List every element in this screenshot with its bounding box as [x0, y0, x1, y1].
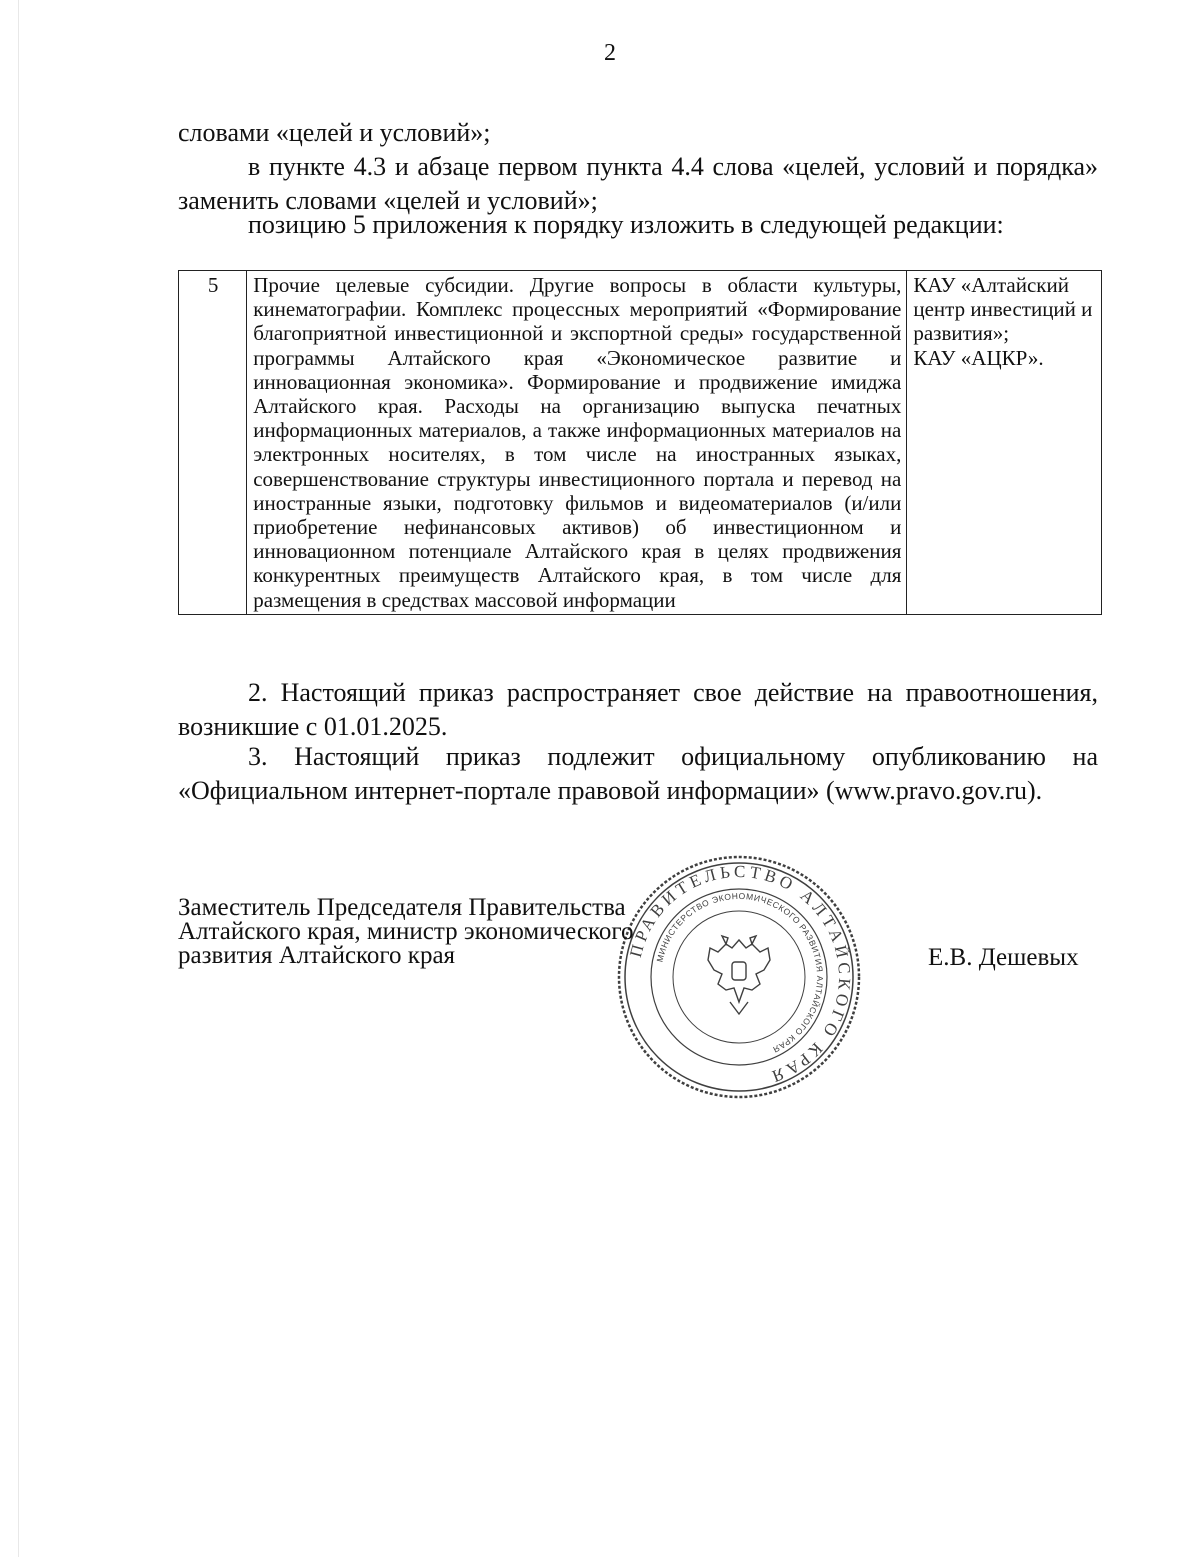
paragraph-3: позицию 5 приложения к порядку изложить в следующей редакции:: [248, 210, 1004, 239]
double-headed-eagle-icon: [708, 936, 770, 1014]
signatory-position-line-3: развития Алтайского края: [178, 942, 456, 969]
row-number-cell: 5: [179, 271, 247, 615]
page-number: 2: [604, 40, 616, 66]
paragraph-5: 3. Настоящий приказ подлежит официальному опубликованию на «Официальном интернет-портале правовой информации» (www.pravo.gov.ru).: [178, 742, 1098, 805]
row-organization-cell: [907, 271, 1102, 615]
official-seal-stamp: [614, 852, 864, 1102]
seal-inner-text: МИНИСТЕРСТВО ЭКОНОМИЧЕСКОГО РАЗВИТИЯ АЛТАЙСКОГО КРАЯ: [654, 890, 826, 1055]
signatory-position-line-1: Заместитель Председателя Правительства: [178, 894, 626, 921]
paragraph-4: 2. Настоящий приказ распространяет свое действие на правоотношения, возникшие с 01.01.2025.: [178, 678, 1098, 741]
paragraph-2: в пункте 4.3 и абзаце первом пункта 4.4 слова «целей, условий и порядка» заменить словами «целей и условий»;: [178, 152, 1098, 215]
signatory-name: Е.В. Дешевых: [928, 944, 1079, 971]
organization-1: КАУ «Алтайский центр инвестиций и развития»;: [913, 273, 1093, 346]
row-description-cell: Прочие целевые субсидии. Другие вопросы в области культуры, кинематографии. Комплекс процессных мероприятий «Формирование благоприятной инвестиционной и экспортной среды» государственной программы Алтайского края «Экономическое развитие и инновационная экономика». Формирование и продвижение имиджа Алтайского края. Расходы на организацию выпуска печатных информационных материалов, а также информационных материалов на электронных носителях, в том числе на иностранных языках, совершенствование структуры инвестиционного портала и перевод на иностранные языки, подготовку фильмов и видеоматериалов (и/или приобретение нефинансовых активов) об инвестиционном и инновационном потенциале Алтайского края в целях продвижения конкурентных преимуществ Алтайского края, в том числе для размещения в средствах массовой информации: [247, 271, 907, 615]
paragraph-1: словами «целей и условий»;: [178, 118, 491, 147]
table-row: [179, 271, 1102, 615]
signatory-position: [178, 896, 633, 968]
seal-outer-text: ПРАВИТЕЛЬСТВО АЛТАЙСКОГО КРАЯ: [625, 861, 855, 1088]
page-margin-line: [18, 0, 19, 1557]
amendment-table: [178, 270, 1102, 615]
organization-2: КАУ «АЦКР».: [913, 345, 1044, 370]
signatory-position-line-2: Алтайского края, министр экономического: [178, 918, 634, 945]
